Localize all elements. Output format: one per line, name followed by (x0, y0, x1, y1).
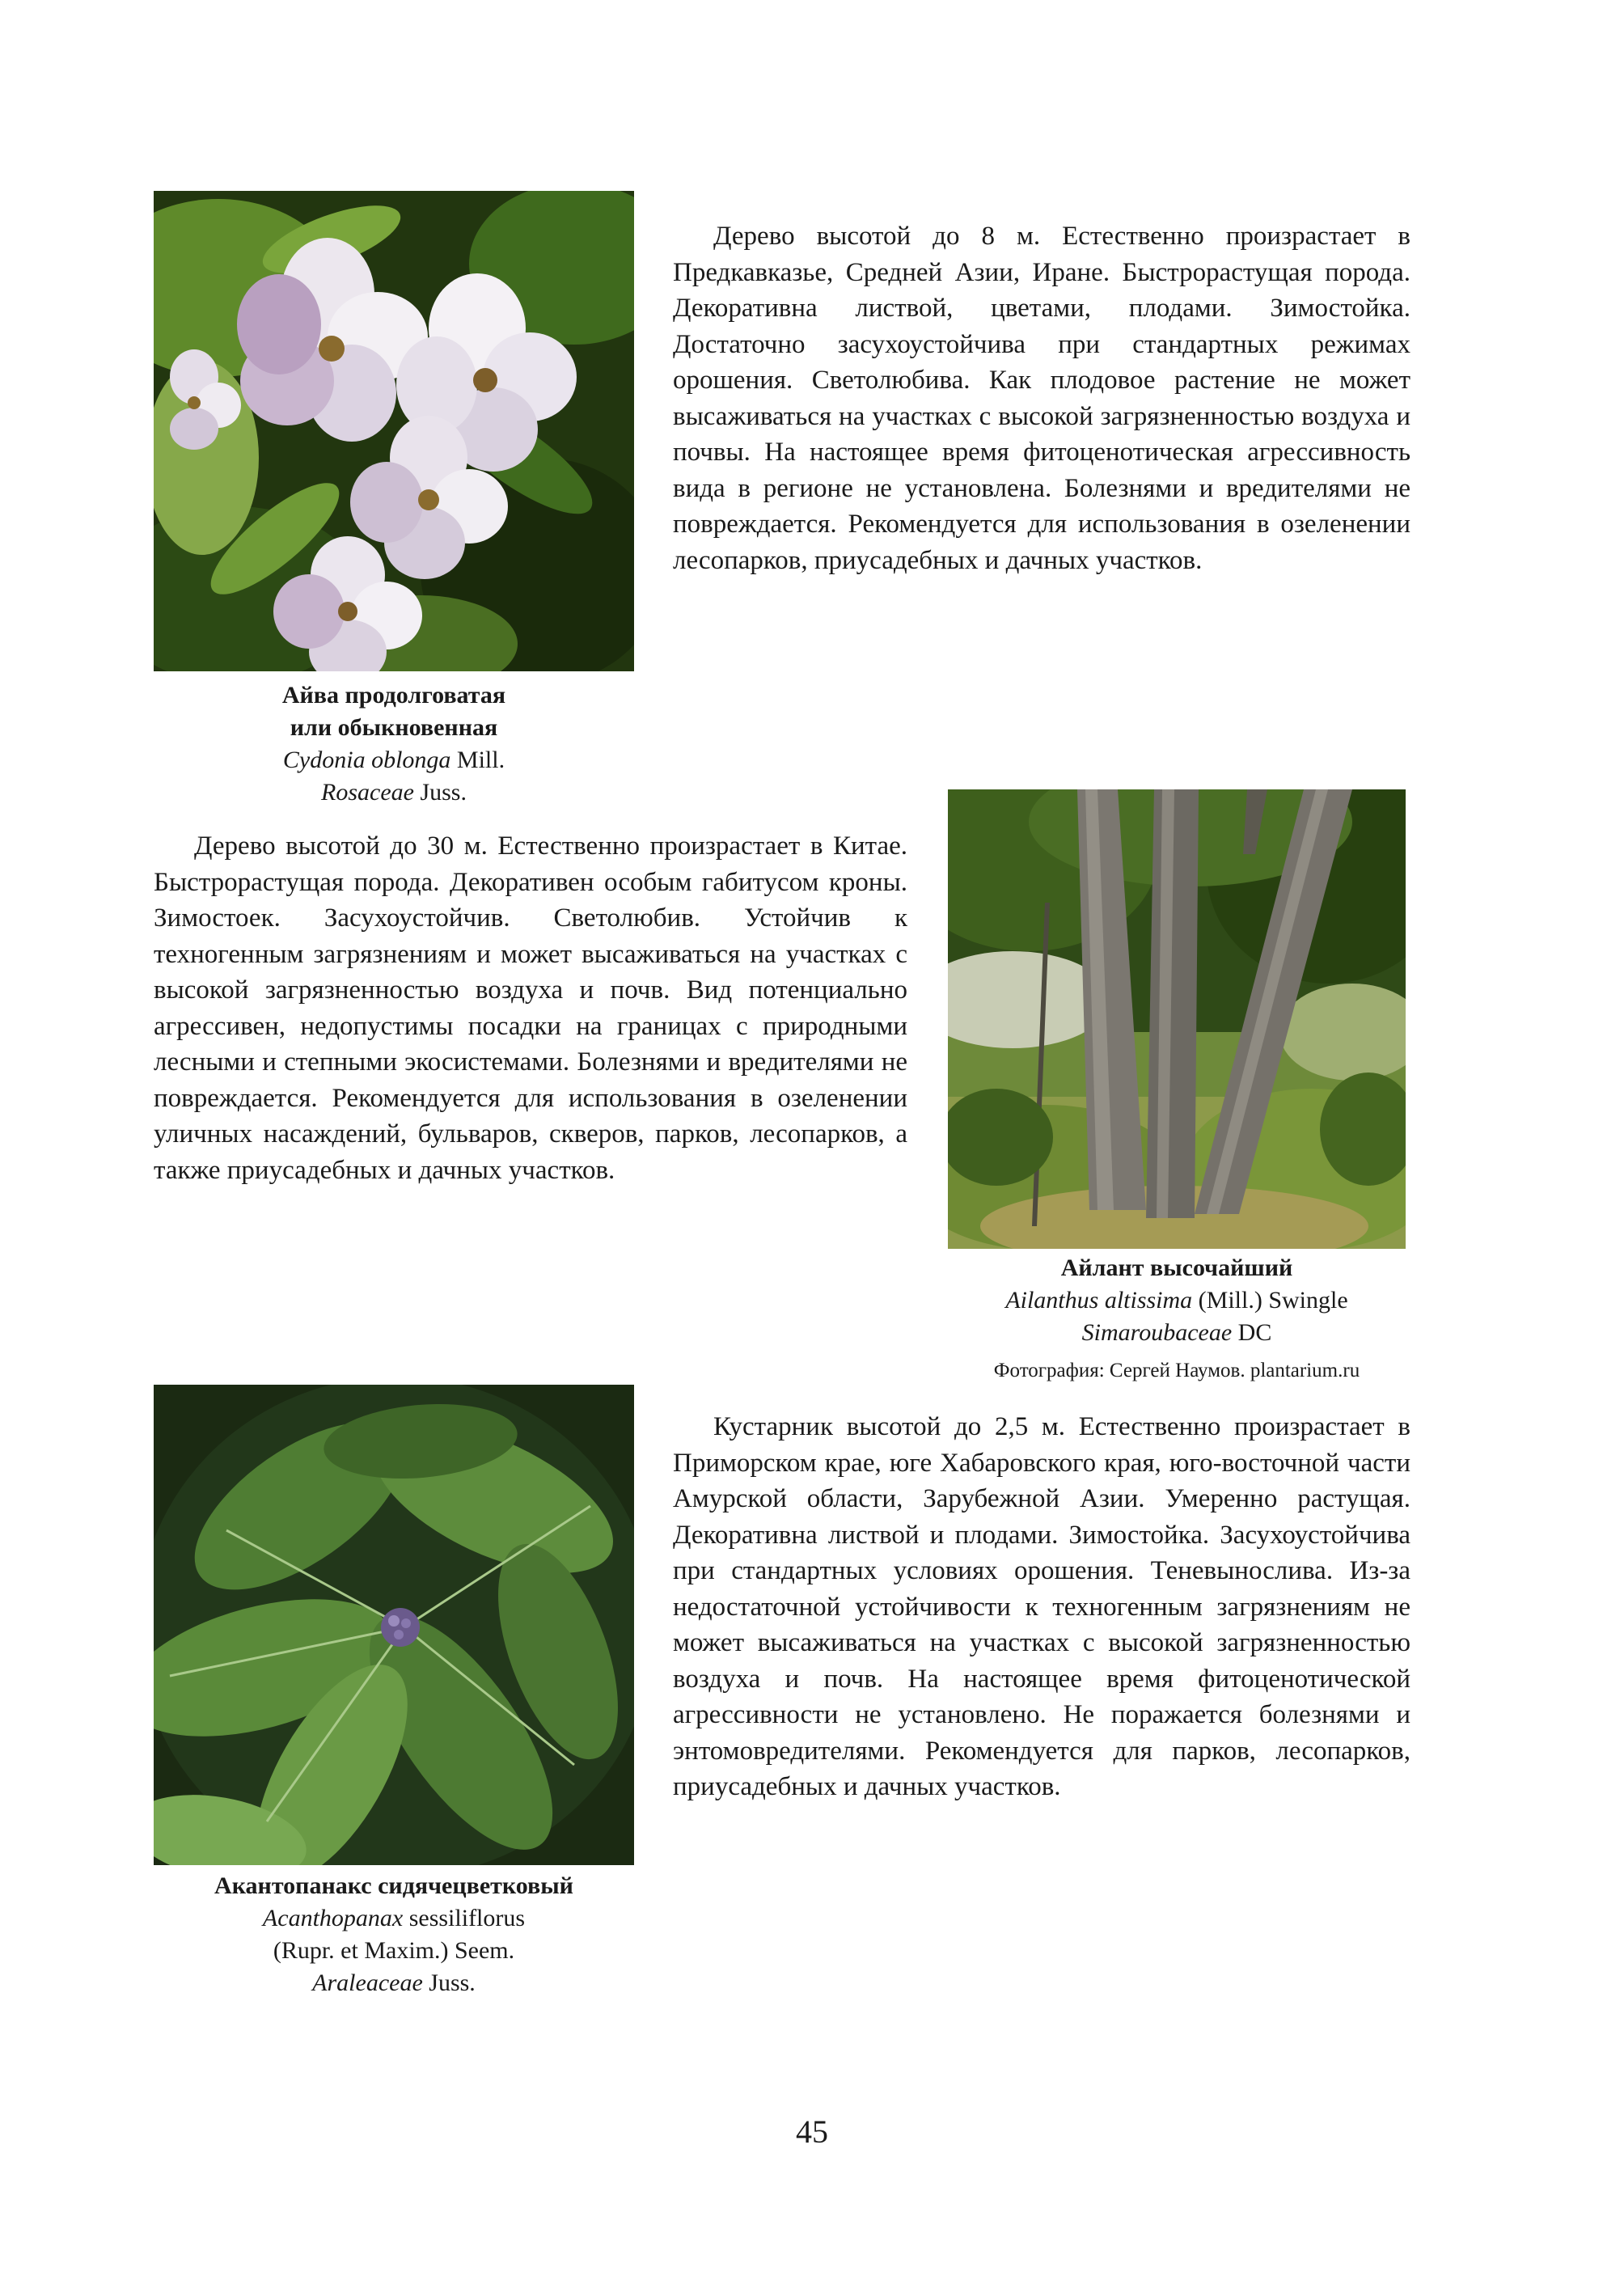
ailanthus-family-name: Simaroubaceae (1081, 1319, 1233, 1346)
acanthopanax-family (154, 1967, 634, 1999)
page-number: 45 (796, 2113, 828, 2150)
ailanthus-photo-credit: Фотография: Сергей Наумов. plantarium.ru (993, 1360, 1360, 1381)
ailanthus-common-name: Айлант высочайший (1060, 1254, 1293, 1281)
quince-family-author: Juss. (413, 779, 467, 806)
quince-common-name-alt: или обыкновенная (290, 714, 498, 741)
quince-description: Дерево высотой до 8 м. Естественно произрастает в Предкавказье, Средней Азии, Иране. Быстрорастущая порода. Декоративна листвой, цветами, плодами. Зимостойка. Достаточно засухоустойчива при стандартных режимах орошения. Светолюбива. Как плодовое растение не может высаживаться на участках с высокой загрязненностью воздуха и почвы. На настоящее время фитоценотическая агрессивность вида в регионе не установлена. Болезнями и вредителями не повреждается. Рекомендуется для использования в озеленении лесопарков, приусадебных и дачных участков. (673, 222, 1410, 575)
ailanthus-latin-name (914, 1284, 1440, 1317)
acanthopanax-authors: (Rupr. et Maxim.) Seem. (273, 1937, 515, 1964)
ailanthus-family-author: DC (1232, 1319, 1272, 1346)
acanthopanax-caption (154, 1870, 634, 1999)
ailanthus-caption (914, 1252, 1440, 1385)
ailanthus-family (914, 1317, 1440, 1349)
ailanthus-genus-species: Ailanthus altissima (1005, 1287, 1193, 1314)
quince-family (154, 776, 634, 809)
quince-common-name: Айва продолговатая (281, 682, 506, 709)
quince-genus-species: Cydonia oblonga (282, 747, 451, 773)
quince-photo (154, 191, 634, 671)
ailanthus-photo (948, 789, 1406, 1249)
acanthopanax-common-name: Акантопанакс сидячецветковый (214, 1872, 573, 1899)
acanthopanax-family-name: Araleaceae (312, 1969, 423, 1996)
acanthopanax-photo (154, 1385, 634, 1865)
acanthopanax-genus: Acanthopanax (262, 1905, 404, 1931)
acanthopanax-family-author: Juss. (422, 1969, 476, 1996)
quince-caption (154, 679, 634, 809)
ailanthus-author: (Mill.) Swingle (1192, 1287, 1348, 1314)
quince-family-name: Rosaceae (321, 779, 414, 806)
quince-author: Mill. (450, 747, 505, 773)
acanthopanax-species: sessiliflorus (403, 1905, 526, 1931)
acanthopanax-description: Кустарник высотой до 2,5 м. Естественно произрастает в Приморском крае, юге Хабаровского края, юго-восточной части Амурской области, Зарубежной Азии. Умеренно растущая. Декоративна листвой и плодами. Зимостойка. Засухоустойчива при стандартных условиях орошения. Теневынослива. Из-за недостаточной устойчивости к техногенным загрязнениям не может высаживаться на участках с высокой загрязненностью воздуха и почв. На настоящее время фитоценотической агрессивности не установлено. Не поражается болезнями и энтомовредителями. Рекомендуется для парков, лесопарков, приусадебных и дачных участков. (673, 1412, 1410, 1801)
acanthopanax-latin-name (154, 1902, 634, 1935)
ailanthus-description: Дерево высотой до 30 м. Естественно произрастает в Китае. Быстрорастущая порода. Декоративен особым габитусом кроны. Зимостоек. Засухоустойчив. Светолюбив. Устойчив к техногенным загрязнениям и может высаживаться на участках с высокой загрязненностью воздуха и почв. Вид потенциально агрессивен, недопустимы посадки на границах с природными лесными и степными экосистемами. Болезнями и вредителями не повреждается. Рекомендуется для использования в озеленении уличных насаждений, бульваров, скверов, парков, лесопарков, а также приусадебных и дачных участков. (154, 831, 907, 1185)
quince-latin-name (154, 744, 634, 776)
